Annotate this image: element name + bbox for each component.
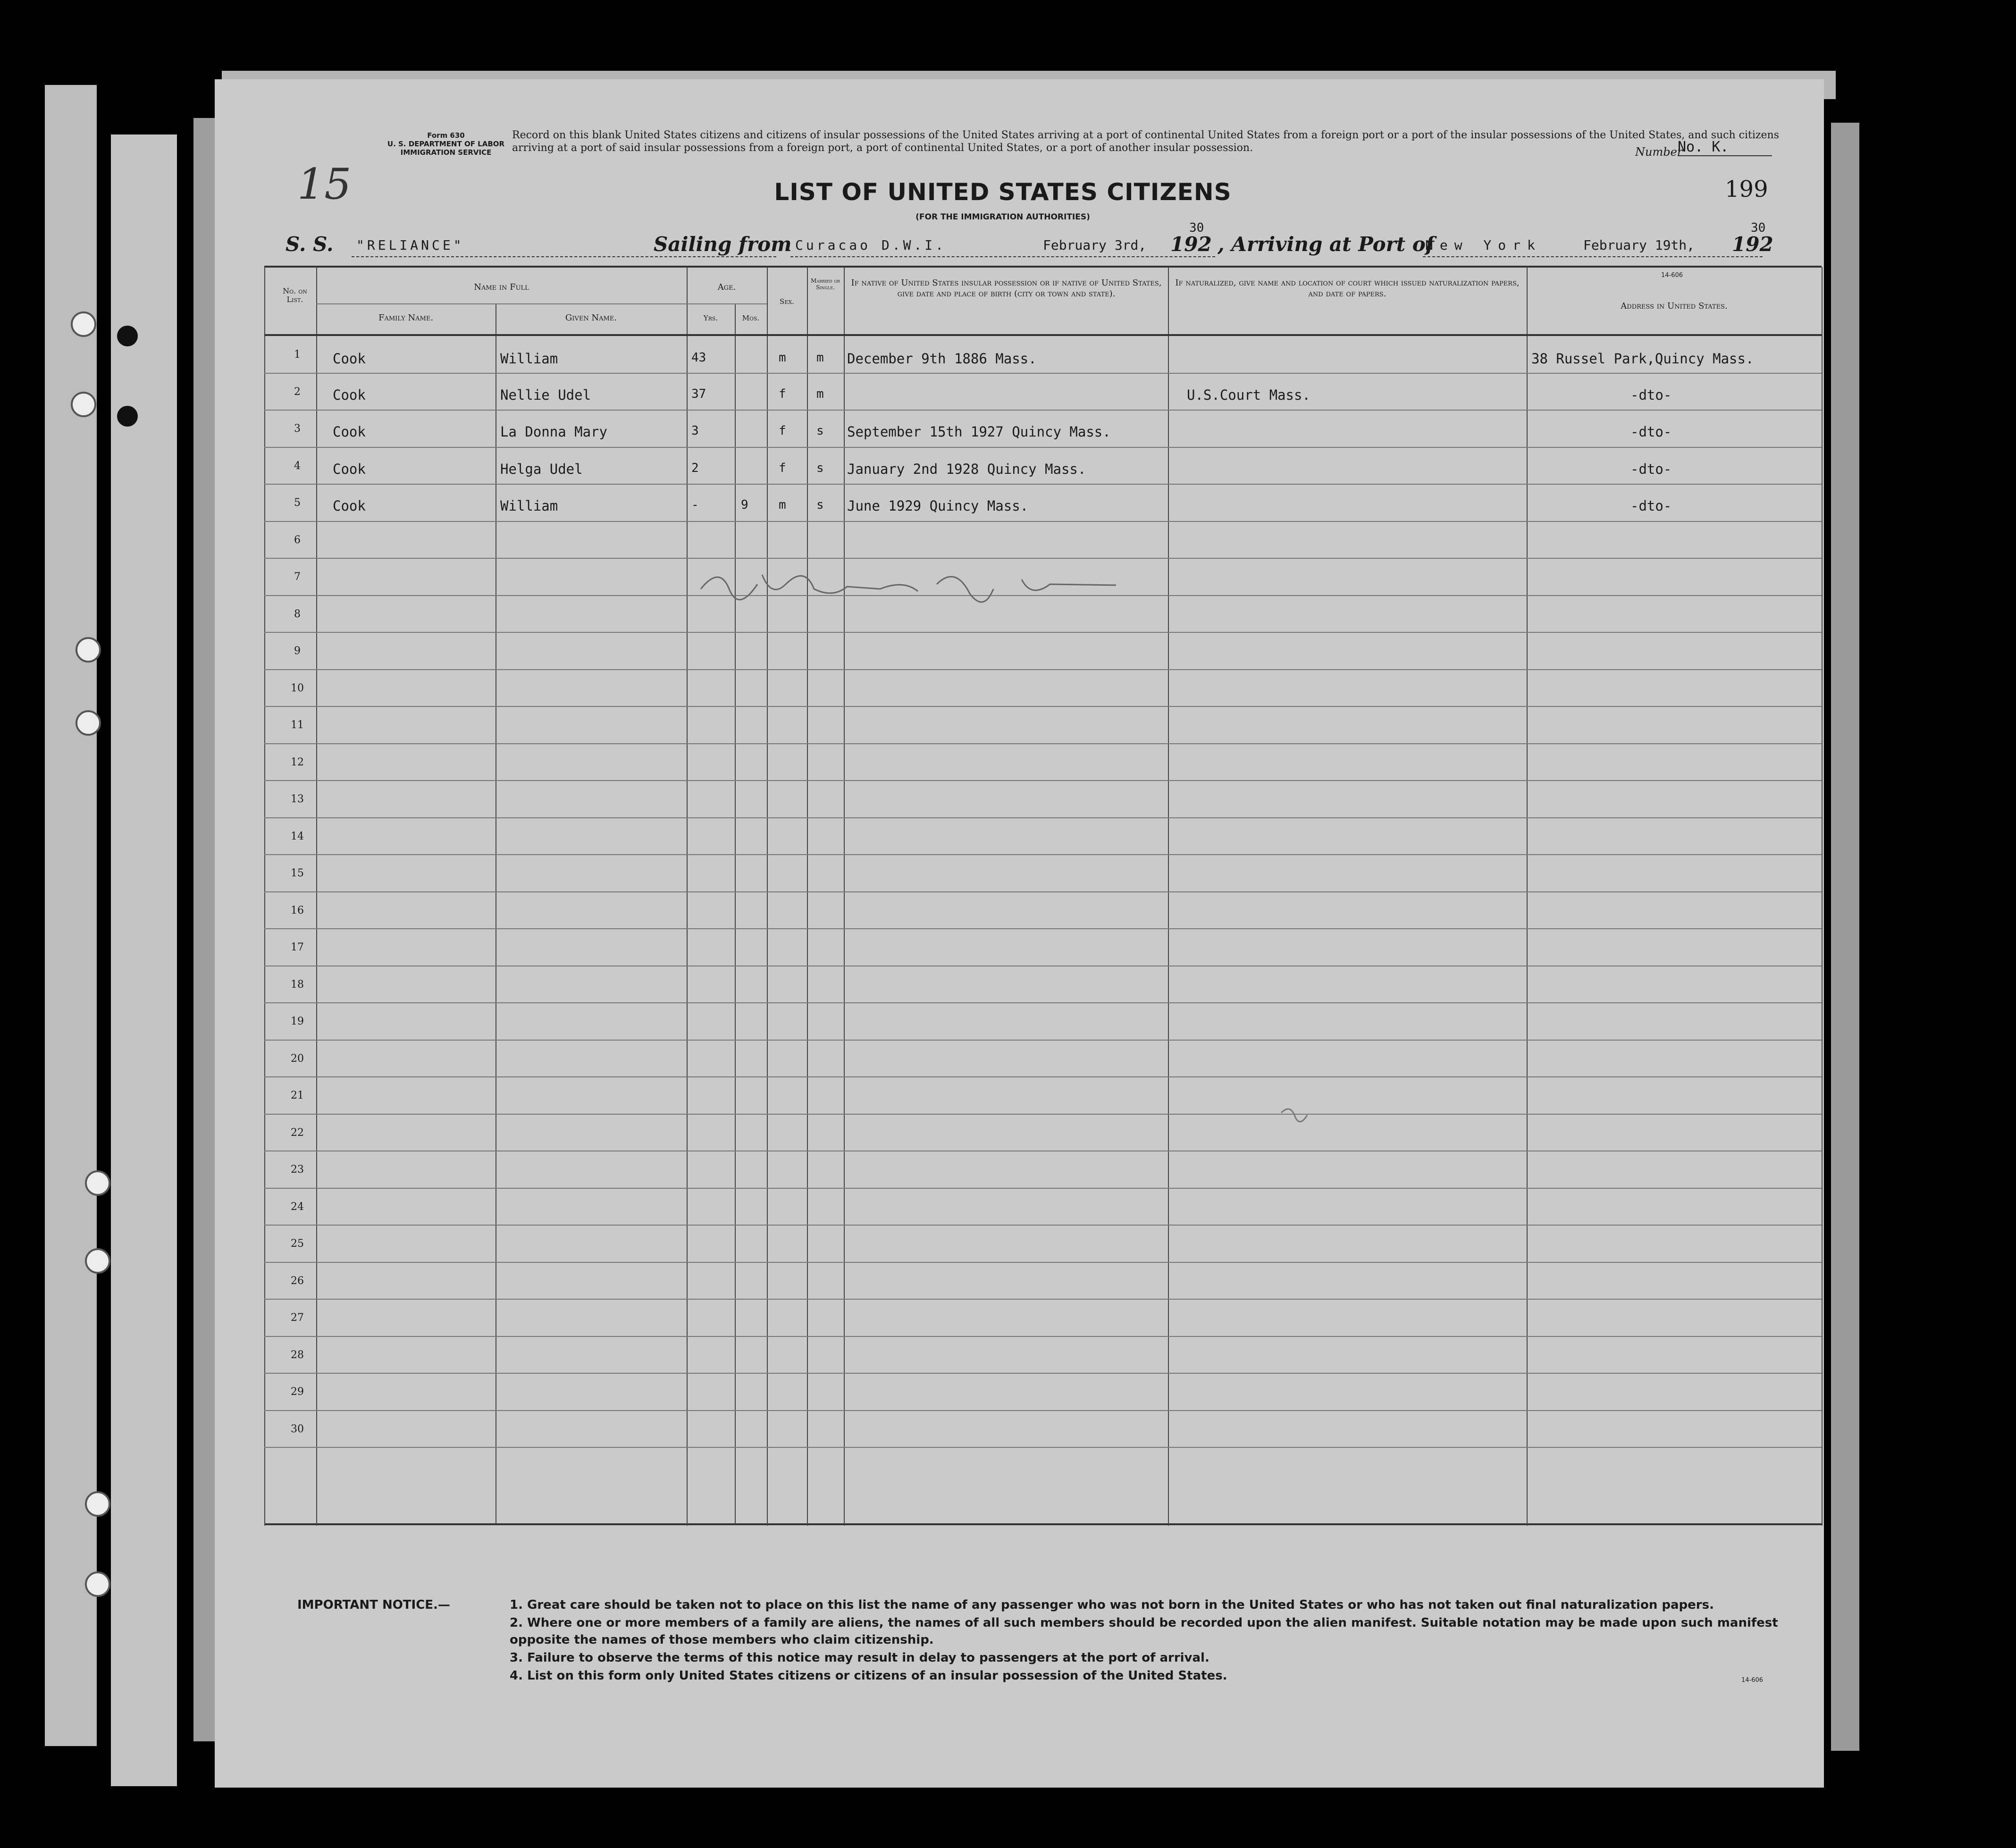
row-rule xyxy=(264,928,1822,929)
row-number: 16 xyxy=(291,904,304,916)
ss-label: S. S. xyxy=(286,233,334,256)
cell-given: Nellie Udel xyxy=(500,386,591,403)
row-rule xyxy=(264,447,1822,448)
cell-sex: m xyxy=(779,498,786,512)
sailing-label: Sailing from xyxy=(654,233,792,256)
cell-birth: December 9th 1886 Mass. xyxy=(847,351,1037,367)
row-rule xyxy=(264,1188,1822,1189)
table-bottom-border xyxy=(264,1523,1822,1525)
cell-family: Cook xyxy=(333,351,366,367)
row-number: 22 xyxy=(291,1126,304,1139)
notice-item: 2. Where one or more members of a family are aliens, the names of all such members should be recorded upon the alien manifest. Suitable notation may be made upon such manifest opposite the names of those members who claim citizenship. xyxy=(510,1616,1778,1647)
row-rule xyxy=(264,1373,1822,1374)
row-rule xyxy=(264,1410,1822,1411)
sailing-year-correction: 30 xyxy=(1189,221,1204,235)
cell-ms: s xyxy=(816,424,824,438)
service: IMMIGRATION SERVICE xyxy=(400,148,492,157)
cell-yrs: - xyxy=(691,498,699,512)
col-border xyxy=(735,303,736,1524)
binder-hole xyxy=(71,311,96,337)
form-instructions: Record on this blank United States citizens and citizens of insular possessions of the United States arriving at a port of continental United States from a foreign port or a port of the insular possessions of the United States, and such citizens arriving at a port of said insular possessions from a foreign port, a port of continental United States, or a port of another insular possession. xyxy=(512,129,1779,154)
arriving-underline xyxy=(1423,256,1763,257)
arriving-year: 192 xyxy=(1732,233,1773,256)
print-code-bottom: 14-606 xyxy=(1741,1677,1764,1684)
col-header-no: No. on List. xyxy=(283,286,307,304)
binder-hole xyxy=(85,1491,110,1517)
row-rule xyxy=(264,817,1822,818)
row-number: 24 xyxy=(291,1201,304,1213)
binder-hole xyxy=(85,1248,110,1274)
cell-address: -dto- xyxy=(1630,461,1672,477)
row-number: 4 xyxy=(294,460,301,472)
row-number: 8 xyxy=(294,608,301,620)
binder-hole xyxy=(76,637,101,663)
margin-mark: 15 xyxy=(297,160,352,209)
row-rule xyxy=(264,484,1822,485)
cell-sex: f xyxy=(779,424,786,438)
background-sheet-right xyxy=(1831,123,1859,1751)
page-title: LIST OF UNITED STATES CITIZENS xyxy=(774,178,1232,206)
col-border xyxy=(687,267,688,1526)
row-rule xyxy=(264,1076,1822,1077)
page-number: 199 xyxy=(1725,176,1768,202)
cell-mos: 9 xyxy=(741,498,748,512)
row-rule xyxy=(264,1002,1822,1003)
col-header-family: Family Name. xyxy=(378,313,434,323)
cell-birth: September 15th 1927 Quincy Mass. xyxy=(847,424,1111,440)
notice-item: 4. List on this form only United States citizens or citizens of an insular possession of the United States. xyxy=(510,1669,1227,1683)
row-rule xyxy=(264,521,1822,522)
cell-ms: s xyxy=(816,498,824,512)
row-number: 14 xyxy=(291,830,304,842)
row-number: 5 xyxy=(294,497,301,509)
ship-name: "RELIANCE" xyxy=(356,237,464,253)
row-number: 18 xyxy=(291,978,304,991)
col-border xyxy=(1168,267,1169,1526)
binder-hole xyxy=(85,1170,110,1196)
cell-yrs: 3 xyxy=(691,424,699,438)
page-subtitle: (FOR THE IMMIGRATION AUTHORITIES) xyxy=(916,212,1090,222)
row-number: 9 xyxy=(294,645,301,657)
row-number: 21 xyxy=(291,1090,304,1101)
col-header-married: Married or Single. xyxy=(811,277,840,291)
row-number: 6 xyxy=(294,534,301,546)
row-number: 25 xyxy=(291,1238,304,1250)
row-rule xyxy=(264,706,1822,707)
sailing-port: Curacao D.W.I. xyxy=(795,237,947,253)
col-border xyxy=(316,267,317,1526)
background-sheet-strip xyxy=(111,134,177,1786)
header-bottom-rule xyxy=(264,334,1822,336)
notice-item: 1. Great care should be taken not to place on this list the name of any passenger who was not born in the United States or who has not taken out final naturalization papers. xyxy=(510,1598,1714,1612)
cell-yrs: 37 xyxy=(691,386,706,401)
cell-given: La Donna Mary xyxy=(500,424,607,440)
row-rule xyxy=(264,854,1822,855)
row-rule xyxy=(264,1336,1822,1337)
row-rule xyxy=(264,1040,1822,1041)
cell-family: Cook xyxy=(333,461,366,477)
cell-sex: f xyxy=(779,386,786,401)
cell-birth: January 2nd 1928 Quincy Mass. xyxy=(847,461,1086,477)
col-header-given: Given Name. xyxy=(565,313,617,323)
row-rule xyxy=(264,1114,1822,1115)
row-number: 7 xyxy=(294,571,301,583)
col-header-yrs: Yrs. xyxy=(703,314,718,322)
row-number: 13 xyxy=(291,793,304,805)
notice-item: 3. Failure to observe the terms of this notice may result in delay to passengers at the port of arrival. xyxy=(510,1651,1210,1665)
row-rule xyxy=(264,1299,1822,1300)
row-rule xyxy=(264,669,1822,670)
row-number: 29 xyxy=(291,1386,304,1398)
cell-address: -dto- xyxy=(1630,386,1672,403)
arriving-port: New York xyxy=(1425,237,1542,253)
col-header-naturalized: If naturalized, give name and location of court which issued naturalization papers, and date of papers. xyxy=(1175,278,1520,299)
cell-yrs: 43 xyxy=(691,351,706,365)
handwritten-mark xyxy=(1277,1099,1314,1132)
binder-hole xyxy=(76,710,101,736)
cell-yrs: 2 xyxy=(691,461,699,475)
row-rule xyxy=(264,1225,1822,1226)
row-rule xyxy=(264,410,1822,411)
row-rule xyxy=(264,1447,1822,1448)
row-number: 1 xyxy=(294,349,301,361)
row-number: 19 xyxy=(291,1016,304,1027)
col-header-mos: Mos. xyxy=(742,314,760,322)
cell-sex: m xyxy=(779,351,786,365)
row-number: 23 xyxy=(291,1164,304,1176)
cell-given: William xyxy=(500,498,558,514)
ship-name-underline xyxy=(352,256,776,257)
notice-heading: IMPORTANT NOTICE.— xyxy=(297,1598,450,1612)
cell-family: Cook xyxy=(333,386,366,403)
row-rule xyxy=(264,1262,1822,1263)
row-number: 2 xyxy=(294,386,301,398)
col-header-age: Age. xyxy=(717,282,736,292)
col-border xyxy=(1822,267,1823,1526)
department: U. S. DEPARTMENT OF LABOR xyxy=(387,140,505,148)
cell-ms: s xyxy=(816,461,824,475)
cell-family: Cook xyxy=(333,498,366,514)
row-number: 12 xyxy=(291,756,304,768)
cell-family: Cook xyxy=(333,424,366,440)
row-rule xyxy=(264,373,1822,374)
col-header-name: Name in Full xyxy=(474,282,529,292)
binder-hole xyxy=(71,392,96,417)
row-rule xyxy=(264,891,1822,892)
binder-hole xyxy=(117,406,138,427)
row-rule xyxy=(264,632,1822,633)
binder-hole xyxy=(117,326,138,346)
row-number: 20 xyxy=(291,1052,304,1065)
col-border xyxy=(844,267,845,1526)
cell-given: Helga Udel xyxy=(500,461,583,477)
sailing-year: 192 xyxy=(1170,233,1212,256)
subheader-rule xyxy=(316,303,767,304)
handwritten-annotation xyxy=(691,546,1116,617)
row-number: 27 xyxy=(291,1312,304,1324)
col-header-address: Address in United States. xyxy=(1621,301,1728,311)
manifest-sheet xyxy=(215,79,1824,1788)
number-label: Number xyxy=(1635,145,1683,159)
cell-given: William xyxy=(500,351,558,367)
cell-address: 38 Russel Park,Quincy Mass. xyxy=(1531,351,1754,367)
cell-naturalized: U.S.Court Mass. xyxy=(1187,386,1310,403)
cell-ms: m xyxy=(816,351,824,365)
sailing-underline xyxy=(790,256,1215,257)
arriving-year-correction: 30 xyxy=(1751,221,1766,235)
row-number: 3 xyxy=(294,423,301,435)
sailing-date: February 3rd, xyxy=(1043,237,1147,253)
arriving-label: , Arriving at Port of xyxy=(1218,233,1434,256)
table-top-border xyxy=(264,266,1822,268)
binder-hole xyxy=(85,1571,110,1597)
row-rule xyxy=(264,743,1822,744)
arriving-date: February 19th, xyxy=(1583,237,1695,253)
number-value: No. K. xyxy=(1678,139,1772,156)
row-number: 15 xyxy=(291,867,304,879)
row-number: 26 xyxy=(291,1275,304,1287)
row-number: 10 xyxy=(291,682,304,694)
row-number: 28 xyxy=(291,1349,304,1361)
cell-sex: f xyxy=(779,461,786,475)
row-rule xyxy=(264,780,1822,781)
cell-address: -dto- xyxy=(1630,424,1672,440)
col-border xyxy=(1527,267,1528,1526)
row-number: 30 xyxy=(291,1423,304,1435)
col-header-sex: Sex. xyxy=(780,297,794,306)
print-code: 14-606 xyxy=(1661,272,1683,279)
row-number: 11 xyxy=(291,719,304,731)
cell-address: -dto- xyxy=(1630,498,1672,514)
col-border xyxy=(807,267,808,1526)
cell-ms: m xyxy=(816,386,824,401)
col-header-native: If native of United States insular possession or if native of United States, give date and place of birth (city or town and state). xyxy=(851,278,1162,299)
col-border xyxy=(264,267,265,1526)
form-number: Form 630 xyxy=(427,131,465,140)
cell-birth: June 1929 Quincy Mass. xyxy=(847,498,1029,514)
row-number: 17 xyxy=(291,941,304,953)
col-border xyxy=(767,267,768,1526)
